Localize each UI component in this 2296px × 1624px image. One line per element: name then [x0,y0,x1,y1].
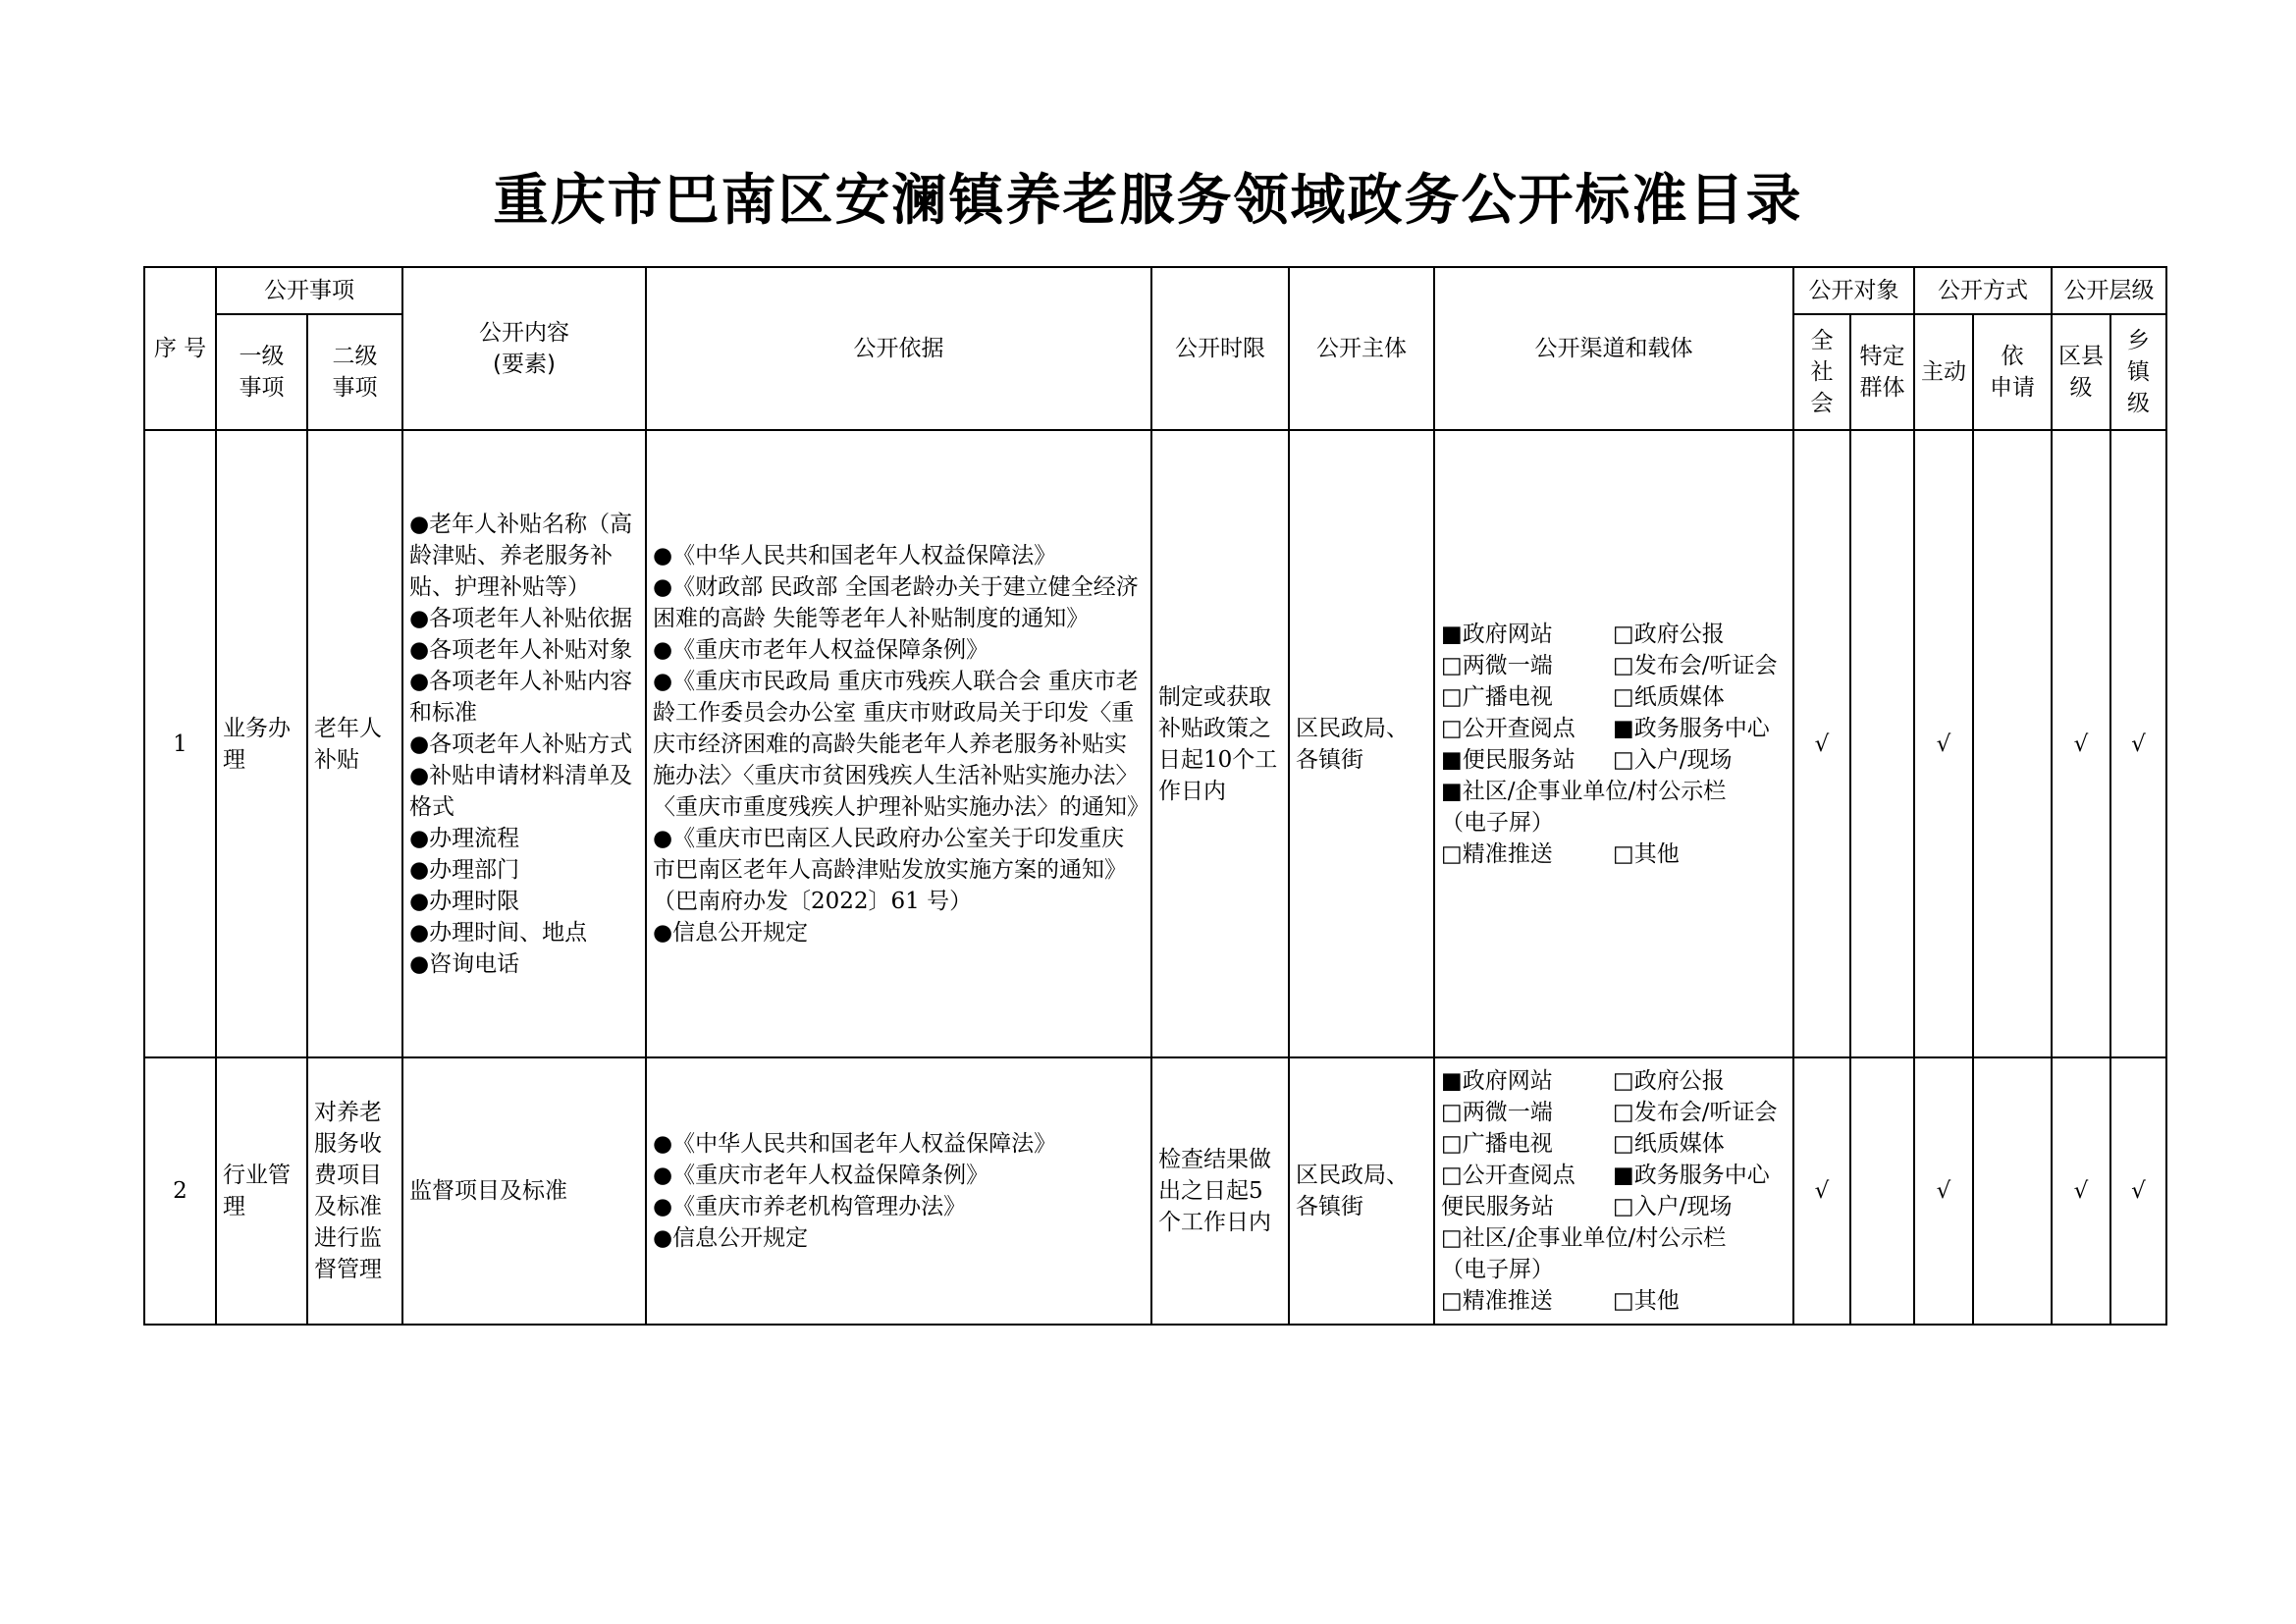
channel-item: ■社区/企事业单位/村公示栏（电子屏） [1441,778,1727,836]
header-method-request: 依 申请 [1973,314,2052,430]
basis-item: ●信息公开规定 [653,1225,809,1251]
row-time-limit: 制定或获取补贴政策之日起10个工作日内 [1151,430,1289,1057]
channel-item: □入户/现场 [1613,1194,1733,1219]
row-level2: 对养老服务收费项目及标准进行监督管理 [307,1057,402,1325]
channel-item: ■便民服务站 [1441,746,1575,773]
catalog-table [143,266,2167,1326]
basis-item: ●《重庆市民政局 重庆市残疾人联合会 重庆市老龄工作委员会办公室 重庆市财政局关于印发〈重庆市经济困难的高龄失能老年人养老服务补贴实施办法〉〈重庆市贫困残疾人生活补贴实施办法〉〈重庆市重度残疾人护理补贴实施办法〉的通知》 [653,668,1149,820]
content-item: 监督项目及标准 [409,1178,567,1204]
channel-item: □两微一端 [1441,1100,1553,1125]
basis-item: ●信息公开规定 [653,919,809,946]
row-basis [646,430,1151,1057]
row-level1: 业务办理 [216,430,307,1057]
channel-item: ■政府网站 [1441,1068,1553,1094]
header-target: 公开对象 [1793,267,1914,314]
channel-item: □发布会/听证会 [1613,1100,1778,1125]
channel-item: ■政府网站 [1441,621,1553,647]
check-target-all: √ [1793,430,1850,1057]
header-level1: 一级 事项 [216,314,307,430]
channel-item: □两微一端 [1441,652,1553,678]
table-row [144,1057,2166,1325]
basis-item: ●《中华人民共和国老年人权益保障法》 [653,1131,1057,1157]
header-time-limit: 公开时限 [1151,267,1289,430]
channel-item: □政府公报 [1613,1068,1725,1094]
document-title: 重庆市巴南区安澜镇养老服务领域政务公开标准目录 [493,168,1803,233]
header-tier: 公开层级 [2052,267,2166,314]
row-subject: 区民政局、各镇街 [1289,430,1434,1057]
content-item: ●办理部门 [409,856,520,883]
row-seq: 1 [144,430,216,1057]
channel-item: □政府公报 [1613,621,1725,647]
check-method-request [1973,430,2052,1057]
content-item: ●咨询电话 [409,950,520,977]
content-item: ●各项老年人补贴内容和标准 [409,668,633,726]
content-item: ●老年人补贴名称（高龄津贴、养老服务补贴、护理补贴等） [409,511,633,600]
content-item: ●办理时限 [409,888,520,914]
channel-item: □其他 [1613,1288,1680,1314]
channel-item: □纸质媒体 [1613,1131,1725,1157]
header-level2: 二级 事项 [307,314,402,430]
channel-item: □其他 [1613,840,1680,867]
header-target-specific: 特定 群体 [1850,314,1914,430]
row-channels [1434,430,1793,1057]
header-target-all: 全 社 会 [1793,314,1850,430]
row-basis [646,1057,1151,1325]
row-content [402,430,646,1057]
basis-item: ●《重庆市养老机构管理办法》 [653,1194,967,1219]
channel-item: ■政务服务中心 [1613,1163,1770,1188]
basis-item: ●《中华人民共和国老年人权益保障法》 [653,542,1057,568]
check-method-active: √ [1914,430,1973,1057]
channel-item: □广播电视 [1441,1131,1553,1157]
channel-item: 便民服务站 [1441,1194,1554,1219]
row-level2: 老年人补贴 [307,430,402,1057]
check-tier-district: √ [2052,430,2110,1057]
content-item: ●各项老年人补贴依据 [409,605,633,631]
content-item: ●补贴申请材料清单及格式 [409,762,633,820]
check-method-request [1973,1057,2052,1325]
content-item: ●办理流程 [409,825,520,851]
header-tier-town: 乡 镇 级 [2110,314,2166,430]
channel-item: □精准推送 [1441,1288,1553,1314]
channel-item: □入户/现场 [1613,746,1733,773]
row-channels [1434,1057,1793,1325]
header-method: 公开方式 [1914,267,2052,314]
header-subject: 公开主体 [1289,267,1434,430]
header-tier-district: 区县 级 [2052,314,2110,430]
channel-item: □公开查阅点 [1441,1163,1575,1188]
content-item: ●办理时间、地点 [409,919,588,946]
content-item: ●各项老年人补贴对象 [409,636,633,663]
row-time-limit: 检查结果做出之日起5个工作日内 [1151,1057,1289,1325]
table-row [144,430,2166,1057]
check-tier-district: √ [2052,1057,2110,1325]
row-level1: 行业管理 [216,1057,307,1325]
channel-item: □精准推送 [1441,840,1553,867]
basis-item: ●《重庆市老年人权益保障条例》 [653,1163,989,1188]
check-target-specific [1850,430,1914,1057]
row-subject: 区民政局、各镇街 [1289,1057,1434,1325]
channel-item: □纸质媒体 [1613,683,1725,710]
channel-item: □公开查阅点 [1441,715,1575,741]
basis-item: ●《重庆市老年人权益保障条例》 [653,636,989,663]
check-target-all: √ [1793,1057,1850,1325]
header-content: 公开内容 (要素) [402,267,646,430]
header-method-active: 主动 [1914,314,1973,430]
basis-item: ●《财政部 民政部 全国老龄办关于建立健全经济困难的高龄 失能等老年人补贴制度的通知》 [653,573,1139,631]
header-basis: 公开依据 [646,267,1151,430]
channel-item: ■政务服务中心 [1613,715,1770,741]
header-channel: 公开渠道和载体 [1434,267,1793,430]
content-item: ●各项老年人补贴方式 [409,731,633,757]
row-content [402,1057,646,1325]
channel-item: □社区/企事业单位/村公示栏（电子屏） [1441,1225,1727,1282]
check-target-specific [1850,1057,1914,1325]
check-tier-town: √ [2110,1057,2166,1325]
header-seq: 序 号 [144,267,216,430]
check-tier-town: √ [2110,430,2166,1057]
basis-item: ●《重庆市巴南区人民政府办公室关于印发重庆市巴南区老年人高龄津贴发放实施方案的通知》（巴南府办发〔2022〕61 号） [653,825,1127,914]
channel-item: □广播电视 [1441,683,1553,710]
check-method-active: √ [1914,1057,1973,1325]
header-matters: 公开事项 [216,267,402,314]
row-seq: 2 [144,1057,216,1325]
header-row-1 [144,267,2166,314]
channel-item: □发布会/听证会 [1613,652,1778,678]
